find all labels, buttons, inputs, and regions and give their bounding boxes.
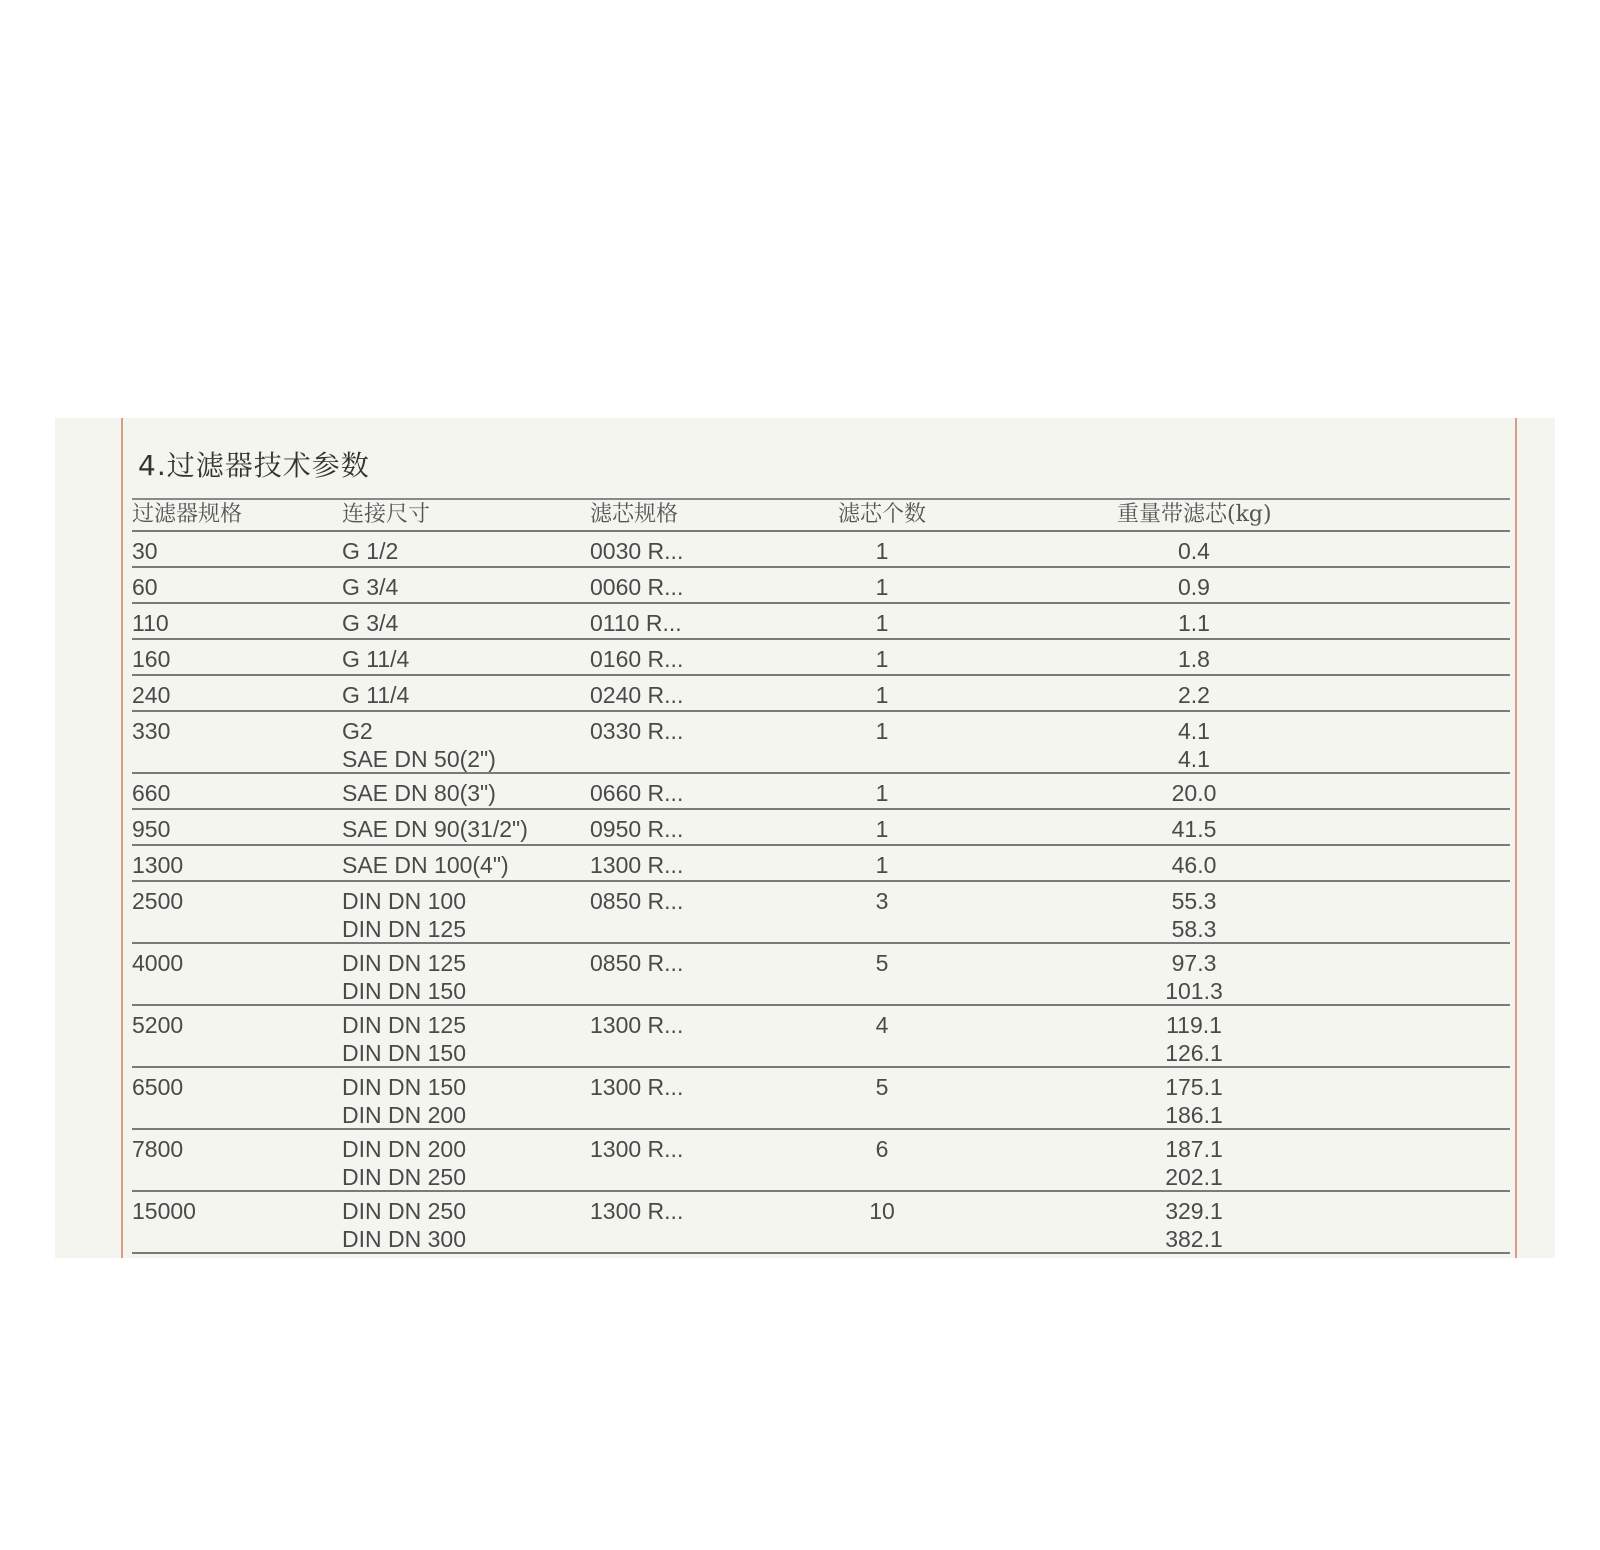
cell-connection bbox=[342, 1197, 466, 1253]
cell-weight-line2: 202.1 bbox=[1165, 1164, 1223, 1190]
table-row bbox=[132, 846, 1510, 882]
cell-count bbox=[832, 645, 932, 673]
table-row bbox=[132, 640, 1510, 676]
table-row bbox=[132, 1068, 1510, 1130]
header-connection: 连接尺寸 bbox=[342, 502, 431, 527]
cell-spec bbox=[132, 609, 169, 637]
table-row bbox=[132, 1006, 1510, 1068]
cell-weight-line1: 2.2 bbox=[1178, 682, 1210, 708]
cell-element-line1: 0030 R... bbox=[590, 538, 684, 564]
header-count: 滤芯个数 bbox=[837, 502, 926, 527]
cell-spec bbox=[132, 851, 183, 879]
cell-element-line1: 1300 R... bbox=[590, 1136, 684, 1162]
cell-count bbox=[832, 949, 932, 977]
cell-connection bbox=[342, 949, 466, 1005]
cell-element-line1: 0240 R... bbox=[590, 682, 684, 708]
cell-spec-line1: 2500 bbox=[132, 888, 184, 914]
cell-connection-line2: SAE DN 50(2") bbox=[342, 746, 496, 772]
header-spec: 过滤器规格 bbox=[132, 502, 243, 527]
cell-element bbox=[590, 609, 682, 637]
cell-connection-line2: DIN DN 200 bbox=[342, 1102, 466, 1128]
cell-spec bbox=[132, 1073, 183, 1101]
cell-weight bbox=[1144, 1135, 1244, 1191]
cell-element-line1: 0950 R... bbox=[590, 816, 684, 842]
cell-weight-line1: 55.3 bbox=[1171, 888, 1217, 914]
cell-connection bbox=[342, 609, 398, 637]
cell-count bbox=[832, 887, 932, 915]
cell-connection bbox=[342, 717, 496, 773]
cell-weight bbox=[1144, 949, 1244, 1005]
cell-weight-line1: 46.0 bbox=[1171, 852, 1217, 878]
cell-count-line1: 3 bbox=[875, 888, 889, 914]
cell-count-line1: 1 bbox=[875, 852, 889, 878]
cell-weight-line1: 4.1 bbox=[1178, 718, 1210, 744]
cell-weight bbox=[1144, 537, 1244, 565]
section-title: 4.过滤器技术参数 bbox=[138, 449, 370, 482]
cell-spec bbox=[132, 779, 170, 807]
cell-connection-line1: G 1/2 bbox=[342, 538, 399, 564]
cell-spec bbox=[132, 949, 183, 977]
cell-count-line1: 1 bbox=[875, 780, 889, 806]
cell-count-line1: 6 bbox=[875, 1136, 889, 1162]
cell-connection-line1: G2 bbox=[342, 718, 373, 744]
cell-count bbox=[832, 1011, 932, 1039]
cell-element bbox=[590, 573, 683, 601]
cell-spec-line1: 4000 bbox=[132, 950, 184, 976]
cell-connection bbox=[342, 851, 509, 879]
cell-element bbox=[590, 1073, 683, 1101]
cell-connection-line2: DIN DN 125 bbox=[342, 916, 466, 942]
cell-connection-line1: DIN DN 125 bbox=[342, 1012, 466, 1038]
cell-element bbox=[590, 815, 683, 843]
cell-element bbox=[590, 851, 683, 879]
cell-spec bbox=[132, 1135, 183, 1163]
header-element: 滤芯规格 bbox=[590, 502, 679, 527]
cell-weight bbox=[1144, 717, 1244, 773]
cell-weight-line2: 186.1 bbox=[1165, 1102, 1223, 1128]
cell-connection-line1: DIN DN 150 bbox=[342, 1074, 466, 1100]
cell-spec bbox=[132, 1197, 196, 1225]
cell-count-line1: 10 bbox=[869, 1198, 895, 1224]
left-margin-rule bbox=[121, 418, 123, 1258]
cell-count-line1: 5 bbox=[875, 950, 889, 976]
cell-connection bbox=[342, 887, 466, 943]
cell-element-line1: 0850 R... bbox=[590, 950, 684, 976]
cell-element bbox=[590, 1011, 683, 1039]
cell-count bbox=[832, 779, 932, 807]
cell-spec-line1: 660 bbox=[132, 780, 171, 806]
cell-connection-line2: DIN DN 150 bbox=[342, 1040, 466, 1066]
cell-weight-line1: 20.0 bbox=[1171, 780, 1217, 806]
cell-spec-line1: 240 bbox=[132, 682, 171, 708]
cell-element-line1: 0850 R... bbox=[590, 888, 684, 914]
cell-element-line1: 0160 R... bbox=[590, 646, 684, 672]
cell-count-line1: 5 bbox=[875, 1074, 889, 1100]
cell-count bbox=[832, 1197, 932, 1225]
cell-connection bbox=[342, 645, 409, 673]
cell-connection-line2: DIN DN 300 bbox=[342, 1226, 466, 1252]
cell-count-line1: 1 bbox=[875, 538, 889, 564]
right-margin-rule bbox=[1515, 418, 1517, 1258]
cell-spec bbox=[132, 681, 170, 709]
table-header-row bbox=[132, 500, 1510, 532]
cell-spec-line1: 15000 bbox=[132, 1198, 196, 1224]
header-weight: 重量带滤芯(kg) bbox=[1117, 502, 1272, 527]
cell-count bbox=[832, 681, 932, 709]
table-row bbox=[132, 944, 1510, 1006]
cell-count bbox=[832, 815, 932, 843]
cell-weight bbox=[1144, 815, 1244, 843]
cell-spec-line1: 60 bbox=[132, 574, 158, 600]
cell-weight-line1: 97.3 bbox=[1171, 950, 1217, 976]
cell-count bbox=[832, 1073, 932, 1101]
cell-element bbox=[590, 779, 683, 807]
cell-connection-line1: DIN DN 250 bbox=[342, 1198, 466, 1224]
cell-spec-line1: 110 bbox=[132, 610, 169, 636]
cell-weight bbox=[1144, 851, 1244, 879]
table-row bbox=[132, 712, 1510, 774]
cell-weight bbox=[1144, 1011, 1244, 1067]
cell-weight-line1: 175.1 bbox=[1165, 1074, 1223, 1100]
cell-count bbox=[832, 609, 932, 637]
cell-spec bbox=[132, 645, 170, 673]
cell-spec-line1: 7800 bbox=[132, 1136, 184, 1162]
cell-element-line1: 0110 R... bbox=[590, 610, 682, 636]
cell-count-line1: 1 bbox=[875, 816, 889, 842]
cell-connection-line1: G 11/4 bbox=[342, 682, 410, 708]
cell-element-line1: 0060 R... bbox=[590, 574, 684, 600]
table-row bbox=[132, 882, 1510, 944]
cell-weight bbox=[1144, 681, 1244, 709]
cell-connection bbox=[342, 1135, 466, 1191]
table-row bbox=[132, 604, 1510, 640]
cell-connection-line2: DIN DN 250 bbox=[342, 1164, 466, 1190]
cell-weight bbox=[1144, 1197, 1244, 1253]
cell-spec bbox=[132, 887, 183, 915]
cell-count bbox=[832, 573, 932, 601]
cell-spec bbox=[132, 717, 170, 745]
cell-element bbox=[590, 887, 683, 915]
cell-count-line1: 1 bbox=[875, 682, 889, 708]
cell-element bbox=[590, 1197, 683, 1225]
cell-spec-line1: 5200 bbox=[132, 1012, 184, 1038]
cell-connection-line2: DIN DN 150 bbox=[342, 978, 466, 1004]
table-row bbox=[132, 810, 1510, 846]
cell-element-line1: 1300 R... bbox=[590, 1198, 684, 1224]
cell-count bbox=[832, 1135, 932, 1163]
cell-weight-line1: 0.9 bbox=[1178, 574, 1210, 600]
cell-count-line1: 1 bbox=[875, 574, 889, 600]
cell-spec bbox=[132, 573, 158, 601]
cell-count bbox=[832, 537, 932, 565]
cell-count-line1: 4 bbox=[875, 1012, 889, 1038]
cell-connection bbox=[342, 1011, 466, 1067]
cell-connection-line1: SAE DN 90(31/2") bbox=[342, 816, 528, 842]
cell-weight bbox=[1144, 609, 1244, 637]
table-row bbox=[132, 1130, 1510, 1192]
cell-element-line1: 1300 R... bbox=[590, 1012, 684, 1038]
cell-weight-line1: 1.8 bbox=[1178, 646, 1210, 672]
table-row bbox=[132, 1192, 1510, 1254]
cell-spec bbox=[132, 815, 170, 843]
cell-spec-line1: 160 bbox=[132, 646, 171, 672]
cell-element-line1: 0330 R... bbox=[590, 718, 684, 744]
cell-connection-line1: DIN DN 100 bbox=[342, 888, 466, 914]
cell-weight bbox=[1144, 1073, 1244, 1129]
cell-connection-line1: SAE DN 100(4") bbox=[342, 852, 509, 878]
cell-weight-line1: 187.1 bbox=[1165, 1136, 1223, 1162]
cell-element bbox=[590, 1135, 683, 1163]
cell-spec-line1: 30 bbox=[132, 538, 158, 564]
table-body bbox=[132, 532, 1510, 1254]
spec-table bbox=[132, 498, 1510, 1254]
cell-spec-line1: 330 bbox=[132, 718, 171, 744]
cell-connection bbox=[342, 1073, 466, 1129]
cell-weight-line1: 329.1 bbox=[1165, 1198, 1223, 1224]
cell-connection bbox=[342, 537, 398, 565]
cell-element bbox=[590, 681, 683, 709]
cell-connection-line1: DIN DN 200 bbox=[342, 1136, 466, 1162]
cell-element-line1: 1300 R... bbox=[590, 852, 684, 878]
cell-weight-line2: 101.3 bbox=[1165, 978, 1223, 1004]
table-row bbox=[132, 532, 1510, 568]
cell-weight bbox=[1144, 779, 1244, 807]
cell-element bbox=[590, 949, 683, 977]
cell-connection-line1: G 3/4 bbox=[342, 574, 399, 600]
document-sheet bbox=[55, 418, 1555, 1258]
cell-count bbox=[832, 851, 932, 879]
cell-count bbox=[832, 717, 932, 745]
table-row bbox=[132, 568, 1510, 604]
cell-weight-line2: 4.1 bbox=[1178, 746, 1210, 772]
cell-weight-line1: 119.1 bbox=[1166, 1012, 1222, 1038]
cell-element bbox=[590, 717, 683, 745]
cell-connection-line1: DIN DN 125 bbox=[342, 950, 466, 976]
cell-spec-line1: 950 bbox=[132, 816, 171, 842]
cell-connection-line1: G 11/4 bbox=[342, 646, 410, 672]
cell-connection bbox=[342, 681, 409, 709]
cell-count-line1: 1 bbox=[875, 610, 889, 636]
cell-element-line1: 0660 R... bbox=[590, 780, 684, 806]
cell-spec bbox=[132, 1011, 183, 1039]
cell-weight bbox=[1144, 573, 1244, 601]
cell-weight-line2: 382.1 bbox=[1165, 1226, 1223, 1252]
cell-connection-line1: SAE DN 80(3") bbox=[342, 780, 496, 806]
cell-weight-line2: 126.1 bbox=[1165, 1040, 1223, 1066]
cell-weight bbox=[1144, 645, 1244, 673]
cell-spec-line1: 6500 bbox=[132, 1074, 184, 1100]
cell-element-line1: 1300 R... bbox=[590, 1074, 684, 1100]
cell-count-line1: 1 bbox=[875, 718, 889, 744]
cell-element bbox=[590, 645, 683, 673]
cell-connection bbox=[342, 573, 398, 601]
table-row bbox=[132, 774, 1510, 810]
cell-element bbox=[590, 537, 683, 565]
cell-weight bbox=[1144, 887, 1244, 943]
cell-weight-line1: 0.4 bbox=[1178, 538, 1210, 564]
cell-weight-line1: 41.5 bbox=[1171, 816, 1217, 842]
cell-connection-line1: G 3/4 bbox=[342, 610, 399, 636]
cell-weight-line2: 58.3 bbox=[1171, 916, 1217, 942]
table-row bbox=[132, 676, 1510, 712]
cell-spec bbox=[132, 537, 158, 565]
cell-connection bbox=[342, 779, 496, 807]
cell-count-line1: 1 bbox=[875, 646, 889, 672]
cell-spec-line1: 1300 bbox=[132, 852, 184, 878]
cell-weight-line1: 1.1 bbox=[1178, 610, 1210, 636]
cell-connection bbox=[342, 815, 528, 843]
